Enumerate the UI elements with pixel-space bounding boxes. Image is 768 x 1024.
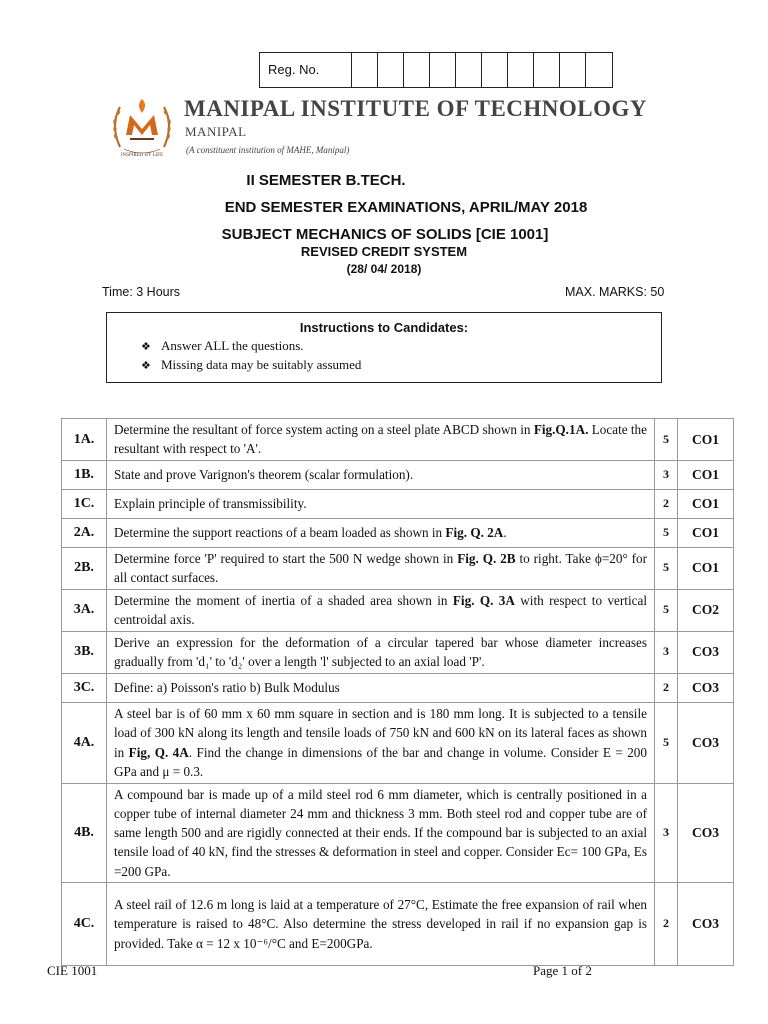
course-outcome: CO3 bbox=[678, 783, 734, 882]
course-outcome: CO1 bbox=[678, 460, 734, 489]
table-row bbox=[62, 702, 734, 783]
diamond-bullet-icon: ❖ bbox=[141, 359, 151, 372]
table-row bbox=[62, 673, 734, 702]
institute-name: MANIPAL INSTITUTE OF TECHNOLOGY bbox=[184, 96, 648, 121]
course-outcome: CO3 bbox=[678, 631, 734, 673]
reg-no-cell bbox=[560, 53, 586, 87]
question-marks: 3 bbox=[655, 460, 678, 489]
question-marks: 3 bbox=[655, 783, 678, 882]
table-row bbox=[62, 631, 734, 673]
instruction-text: Missing data may be suitably assumed bbox=[161, 357, 362, 372]
table-row bbox=[62, 783, 734, 882]
exam-title: END SEMESTER EXAMINATIONS, APRIL/MAY 2018 bbox=[224, 199, 588, 216]
reg-no-box bbox=[259, 52, 613, 88]
question-text: Determine the resultant of force system acting on a steel plate ABCD shown in Fig.Q.1A. Locate the resultant with respect to 'A'. bbox=[107, 419, 655, 461]
question-marks: 5 bbox=[655, 702, 678, 783]
footer-course-code: CIE 1001 bbox=[47, 963, 98, 978]
question-text: Derive an expression for the deformation of a circular tapered bar whose diameter increases gradually from 'd₁' to 'd₂' over a length 'l' subjected to an axial load 'P'. bbox=[107, 631, 655, 673]
reg-no-cell bbox=[404, 53, 430, 87]
logo-motto: INSPIRED BY LIFE bbox=[120, 153, 164, 158]
course-outcome: CO2 bbox=[678, 589, 734, 631]
instructions-heading: Instructions to Candidates: bbox=[299, 320, 469, 335]
question-text: State and prove Varignon's theorem (scalar formulation). bbox=[107, 460, 655, 489]
semester-heading: II SEMESTER B.TECH. bbox=[246, 172, 406, 189]
reg-no-cell bbox=[456, 53, 482, 87]
course-outcome: CO1 bbox=[678, 518, 734, 547]
course-outcome: CO3 bbox=[678, 883, 734, 966]
max-marks: MAX. MARKS: 50 bbox=[565, 285, 665, 299]
question-number: 3B. bbox=[62, 631, 107, 673]
question-number: 2B. bbox=[62, 547, 107, 589]
question-text: Explain principle of transmissibility. bbox=[107, 489, 655, 518]
reg-no-cell bbox=[482, 53, 508, 87]
course-outcome: CO1 bbox=[678, 419, 734, 461]
question-text: A steel rail of 12.6 m long is laid at a temperature of 27°C, Estimate the free expansion of rail when temperature is raised to 48°C. Also determine the stress developed in rail if no expansion gap is provided. Take α = 12 x 10⁻⁶/°C and E=200GPa. bbox=[107, 883, 655, 966]
question-text: A steel bar is of 60 mm x 60 mm square in section and is 180 mm long. It is subjected to a tensile load of 300 kN along its length and tensile loads of 750 kN and 600 kN on its lateral faces as shown in Fig, Q. 4A. Find the change in dimensions of the bar and change in volume. Consider E = 200 GPa and μ = 0.3. bbox=[107, 702, 655, 783]
question-marks: 5 bbox=[655, 518, 678, 547]
table-row bbox=[62, 883, 734, 966]
question-marks: 2 bbox=[655, 883, 678, 966]
question-number: 4B. bbox=[62, 783, 107, 882]
question-marks: 3 bbox=[655, 631, 678, 673]
subject-heading: SUBJECT MECHANICS OF SOLIDS [CIE 1001] bbox=[221, 226, 549, 243]
questions-table bbox=[61, 418, 734, 966]
question-number: 1A. bbox=[62, 419, 107, 461]
instruction-item bbox=[141, 338, 661, 354]
question-marks: 5 bbox=[655, 547, 678, 589]
question-text: Determine the moment of inertia of a shaded area shown in Fig. Q. 3A with respect to vertical centroidal axis. bbox=[107, 589, 655, 631]
table-row bbox=[62, 518, 734, 547]
question-number: 4A. bbox=[62, 702, 107, 783]
diamond-bullet-icon: ❖ bbox=[141, 340, 151, 353]
course-outcome: CO1 bbox=[678, 489, 734, 518]
exam-date: (28/ 04/ 2018) bbox=[346, 262, 422, 276]
footer-page-number: Page 1 of 2 bbox=[533, 963, 592, 978]
question-marks: 5 bbox=[655, 419, 678, 461]
question-marks: 2 bbox=[655, 489, 678, 518]
course-outcome: CO1 bbox=[678, 547, 734, 589]
question-number: 3A. bbox=[62, 589, 107, 631]
question-marks: 5 bbox=[655, 589, 678, 631]
institute-logo-icon bbox=[106, 95, 178, 159]
question-text: A compound bar is made up of a mild steel rod 6 mm diameter, which is centrally positioned in a copper tube of internal diameter 24 mm and thickness 3 mm. Both steel rod and copper tube are of same length 500 and are rigidly connected at their ends. If the compound bar is subjected to an axial tensile load of 40 kN, find the stresses & deformation in steel and copper. Consider Ec= 100 GPa, Es =200 GPa. bbox=[107, 783, 655, 882]
table-row bbox=[62, 460, 734, 489]
reg-no-cell bbox=[586, 53, 612, 87]
question-text: Determine force 'P' required to start the 500 N wedge shown in Fig. Q. 2B to right. Take ϕ=20° for all contact surfaces. bbox=[107, 547, 655, 589]
table-row bbox=[62, 547, 734, 589]
instructions-box bbox=[106, 312, 662, 383]
reg-no-label: Reg. No. bbox=[260, 53, 352, 87]
instruction-text: Answer ALL the questions. bbox=[161, 338, 304, 353]
reg-no-cell bbox=[378, 53, 404, 87]
question-number: 1C. bbox=[62, 489, 107, 518]
table-row bbox=[62, 489, 734, 518]
question-text: Define: a) Poisson's ratio b) Bulk Modulus bbox=[107, 673, 655, 702]
question-marks: 2 bbox=[655, 673, 678, 702]
course-outcome: CO3 bbox=[678, 702, 734, 783]
reg-no-cell bbox=[352, 53, 378, 87]
reg-no-cell bbox=[534, 53, 560, 87]
institute-subline: (A constituent institution of MAHE, Manipal) bbox=[186, 145, 350, 155]
course-outcome: CO3 bbox=[678, 673, 734, 702]
table-row bbox=[62, 419, 734, 461]
question-text: Determine the support reactions of a beam loaded as shown in Fig. Q. 2A. bbox=[107, 518, 655, 547]
institute-city: MANIPAL bbox=[185, 124, 247, 139]
question-number: 4C. bbox=[62, 883, 107, 966]
table-row bbox=[62, 589, 734, 631]
credit-system: REVISED CREDIT SYSTEM bbox=[300, 244, 468, 259]
question-number: 2A. bbox=[62, 518, 107, 547]
question-number: 1B. bbox=[62, 460, 107, 489]
question-number: 3C. bbox=[62, 673, 107, 702]
exam-time: Time: 3 Hours bbox=[102, 285, 181, 299]
reg-no-cell bbox=[508, 53, 534, 87]
reg-no-cell bbox=[430, 53, 456, 87]
instruction-item bbox=[141, 357, 661, 373]
